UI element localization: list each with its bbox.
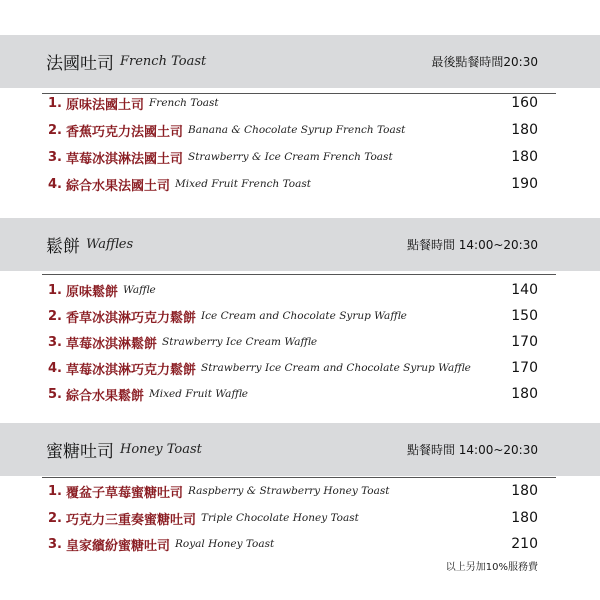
item-price: 170 (511, 334, 538, 350)
item-name-en: Strawberry & Ice Cream French Toast (188, 151, 393, 163)
item-name-zh: 皇家繽紛蜜糖吐司 (66, 538, 171, 554)
item-number: 2. (48, 122, 62, 138)
item-number: 5. (48, 386, 62, 402)
menu-item (48, 92, 548, 114)
item-name-en: Raspberry & Strawberry Honey Toast (188, 485, 390, 497)
item-name-en: Waffle (123, 284, 156, 296)
section-divider (42, 477, 556, 478)
section-header-honey-toast (0, 423, 600, 476)
item-name-en: Ice Cream and Chocolate Syrup Waffle (201, 310, 407, 322)
item-number: 1. (48, 483, 62, 499)
item-name-zh: 綜合水果法國土司 (66, 178, 171, 194)
item-name-zh: 草莓冰淇淋法國土司 (66, 151, 184, 167)
item-name-zh: 綜合水果鬆餅 (66, 388, 145, 404)
menu-item (48, 173, 548, 195)
section-header-waffles (0, 218, 600, 271)
menu-item (48, 146, 548, 168)
section-title-en: French Toast (120, 54, 207, 69)
item-name-en: Mixed Fruit French Toast (175, 178, 311, 190)
item-number: 1. (48, 282, 62, 298)
section-title (46, 35, 206, 88)
menu-item (48, 119, 548, 141)
item-name-en: Triple Chocolate Honey Toast (201, 512, 359, 524)
item-name-en: Mixed Fruit Waffle (149, 388, 249, 400)
service-charge-note: 以上另加10%服務費 (445, 562, 538, 573)
menu-item (48, 533, 548, 555)
section-title-en: Honey Toast (120, 442, 202, 457)
item-price: 140 (511, 282, 538, 298)
item-name-en: Royal Honey Toast (175, 538, 275, 550)
item-price: 170 (511, 360, 538, 376)
section-title-zh: 法國吐司 (46, 54, 114, 74)
item-name-zh: 香草冰淇淋巧克力鬆餅 (66, 310, 197, 326)
section-header-french-toast (0, 35, 600, 88)
menu-item (48, 507, 548, 529)
item-price: 180 (511, 386, 538, 402)
item-name-zh: 香蕉巧克力法國土司 (66, 124, 184, 140)
item-price: 180 (511, 510, 538, 526)
item-name-en: Banana & Chocolate Syrup French Toast (188, 124, 406, 136)
item-number: 2. (48, 510, 62, 526)
item-name-zh: 草莓冰淇淋巧克力鬆餅 (66, 362, 197, 378)
section-title-zh: 蜜糖吐司 (46, 442, 114, 462)
item-name-zh: 草莓冰淇淋鬆餅 (66, 336, 158, 352)
item-price: 150 (511, 308, 538, 324)
menu-item (48, 383, 548, 405)
section-hours: 最後點餐時間20:30 (431, 55, 538, 69)
item-number: 4. (48, 176, 62, 192)
item-name-en: French Toast (149, 97, 219, 109)
section-title (46, 423, 202, 476)
item-name-zh: 巧克力三重奏蜜糖吐司 (66, 512, 197, 528)
item-name-zh: 原味鬆餅 (66, 284, 119, 300)
item-price: 180 (511, 483, 538, 499)
section-hours: 點餐時間 14:00~20:30 (406, 443, 538, 457)
item-name-en: Strawberry Ice Cream Waffle (162, 336, 318, 348)
section-divider (42, 274, 556, 275)
item-name-zh: 覆盆子草莓蜜糖吐司 (66, 485, 184, 501)
item-price: 190 (511, 176, 538, 192)
menu-item (48, 279, 548, 301)
section-title (46, 218, 133, 271)
section-title-zh: 鬆餅 (46, 237, 80, 257)
item-price: 160 (511, 95, 538, 111)
item-price: 180 (511, 122, 538, 138)
item-number: 2. (48, 308, 62, 324)
section-hours: 點餐時間 14:00~20:30 (406, 238, 538, 252)
menu-item (48, 480, 548, 502)
item-number: 3. (48, 149, 62, 165)
item-price: 180 (511, 149, 538, 165)
item-number: 3. (48, 536, 62, 552)
section-title-en: Waffles (86, 237, 134, 252)
item-number: 1. (48, 95, 62, 111)
item-number: 3. (48, 334, 62, 350)
item-price: 210 (511, 536, 538, 552)
item-number: 4. (48, 360, 62, 376)
menu-item (48, 357, 548, 379)
menu-item (48, 305, 548, 327)
item-name-zh: 原味法國土司 (66, 97, 145, 113)
menu-item (48, 331, 548, 353)
item-name-en: Strawberry Ice Cream and Chocolate Syrup Waffle (201, 362, 471, 374)
